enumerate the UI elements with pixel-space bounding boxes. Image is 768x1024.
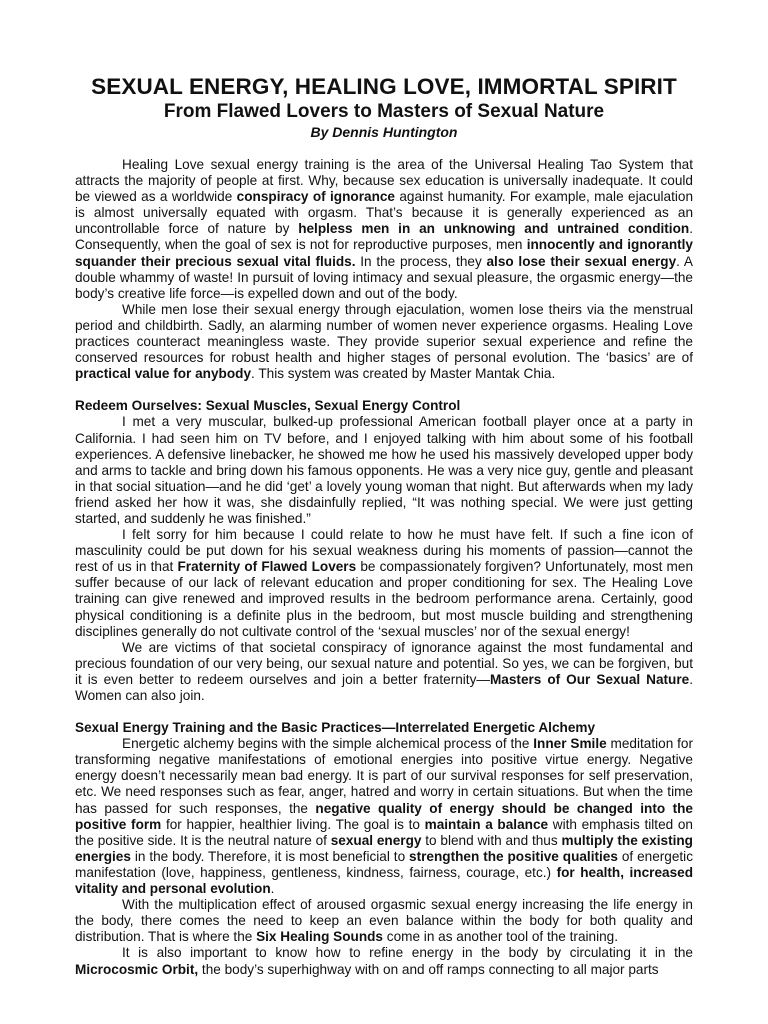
section1-paragraph-3: We are victims of that societal conspiracy of ignorance against the most fundamental and precious foundation of our very being, our sexual nature and potential. So yes, we can be forgiven, but it is even better to redeem ourselves and join a better fraternity—Masters of Our Sexual Nature. Women can also join. <box>75 639 693 703</box>
section-heading-redeem: Redeem Ourselves: Sexual Muscles, Sexual Energy Control <box>75 398 461 414</box>
document-title: SEXUAL ENERGY, HEALING LOVE, IMMORTAL SPIRIT <box>91 74 677 99</box>
section2-paragraph-2: With the multiplication effect of aroused orgasmic sexual energy increasing the life energy in the body, there comes the need to keep an even balance within the body for both quality and distribution. That is where the Six Healing Sounds come in as another tool of the training. <box>75 897 693 945</box>
intro-paragraph-2: While men lose their sexual energy through ejaculation, women lose theirs via the menstrual period and childbirth. Sadly, an alarming number of women never experience orgasms. Healing Love practices counteract meaningless waste. They provide superior sexual experience and refine the conserved resources for robust health and higher stages of personal evolution. The ‘basics’ are of practical value for anybody. This system was created by Master Mantak Chia. <box>75 301 693 382</box>
section1-paragraph-2: I felt sorry for him because I could relate to how he must have felt. If such a fine icon of masculinity could be put down for his sexual weakness during his moments of passion—cannot the rest of us in that Fraternity of Flawed Lovers be compassionately forgiven? Unfortunately, most men suffer because of our lack of relevant education and proper conditioning for sex. The Healing Love training can give renewed and improved results in the bedroom performance arena. Certainly, good physical conditioning is a definite plus in the bedroom, but most muscle building and strengthening disciplines generally do not cultivate control of the ‘sexual muscles’ nor of the sexual energy! <box>75 527 694 639</box>
intro-paragraph-1: Healing Love sexual energy training is the area of the Universal Healing Tao System that attracts the majority of people at first. Why, because sex education is universally inadequate. It could be viewed as a worldwide conspiracy of ignorance against humanity. For example, male ejaculation is almost universally equated with orgasm. That’s because it is generally experienced as an uncontrollable force of nature by helpless men in an unknowing and untrained condition. Consequently, when the goal of sex is not for reproductive purposes, men innocently and ignorantly squander their precious sexual vital fluids. In the process, they also lose their sexual energy. A double whammy of waste! In pursuit of loving intimacy and sexual pleasure, the orgasmic energy—the body’s creative life force—is expelled down and out of the body. <box>75 157 694 301</box>
section2-paragraph-1: Energetic alchemy begins with the simple alchemical process of the Inner Smile meditation for transforming negative manifestations of emotional energies into positive virtue energy. Negative energy doesn’t necessarily mean bad energy. It is part of our survival responses for self preservation, etc. We need responses such as fear, anger, hatred and worry in certain situations. But when the time has passed for such responses, the negative quality of energy should be changed into the positive form for happier, healthier living. The goal is to maintain a balance with emphasis tilted on the positive side. It is the neutral nature of sexual energy to blend with and thus multiply the existing energies in the body. Therefore, it is most beneficial to strengthen the positive qualities of energetic manifestation (love, happiness, gentleness, kindness, fairness, courage, etc.) for health, increased vitality and personal evolution. <box>75 736 694 897</box>
author-byline: By Dennis Huntington <box>310 124 458 140</box>
document-subtitle: From Flawed Lovers to Masters of Sexual Nature <box>163 101 605 122</box>
section-heading-training: Sexual Energy Training and the Basic Practices—Interrelated Energetic Alchemy <box>75 720 596 736</box>
section2-paragraph-3: It is also important to know how to refine energy in the body by circulating it in the Microcosmic Orbit, the body’s superhighway with on and off ramps connecting to all major parts <box>75 945 693 977</box>
section1-paragraph-1: I met a very muscular, bulked-up professional American football player once at a party in California. I had seen him on TV before, and I enjoyed talking with him about some of his football experiences. A defensive linebacker, he showed me how he used his massively developed upper body and arms to tackle and bring down his famous opponents. He was a very nice guy, gentle and pleasant in that social situation—and he did ‘get’ a lovely young woman that night. But afterwards when my lady friend asked her how it was, she disdainfully replied, “It was nothing special. We were just getting started, and suddenly he was finished.” <box>75 414 693 526</box>
article-body <box>75 157 693 978</box>
